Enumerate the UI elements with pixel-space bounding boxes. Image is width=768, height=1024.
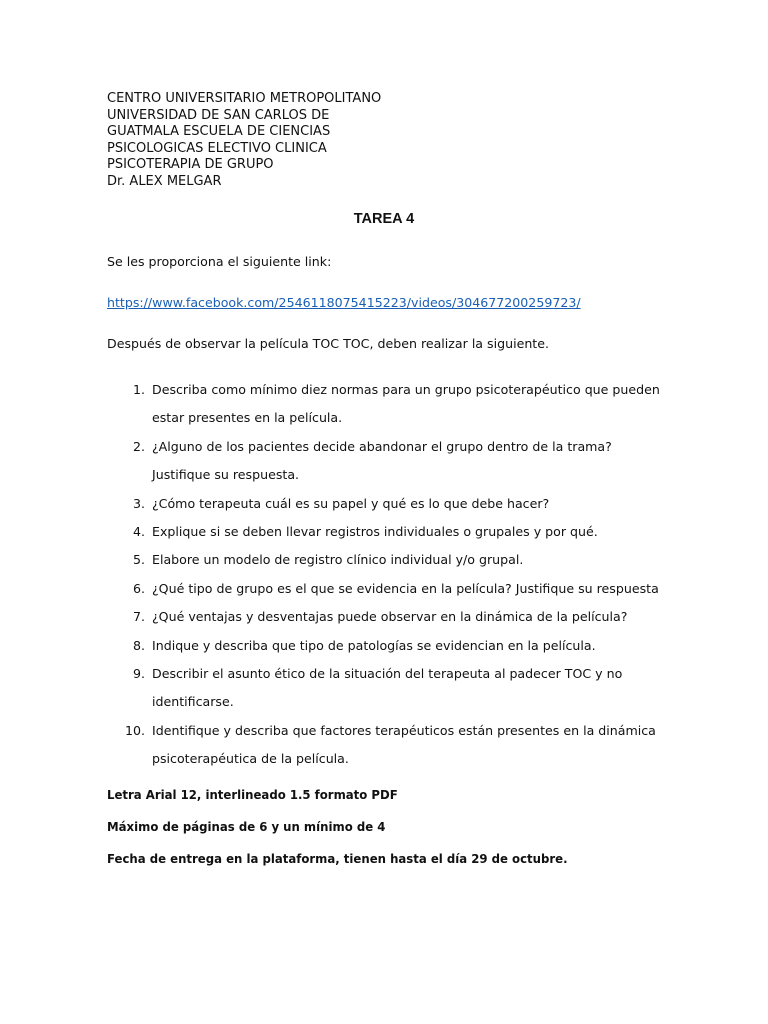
item-text-line: Identifique y describa que factores terapéuticos están presentes en la dinámica xyxy=(152,722,656,738)
list-item xyxy=(107,546,667,574)
item-text-line: identificarse. xyxy=(152,694,234,710)
item-number: 2. xyxy=(132,438,145,454)
header-line: PSICOTERAPIA DE GRUPO xyxy=(107,157,274,173)
item-text-line: psicoterapéutica de la película. xyxy=(152,751,349,767)
item-number: 4. xyxy=(132,524,145,540)
item-text-line: ¿Alguno de los pacientes decide abandonar el grupo dentro de la trama? xyxy=(152,438,612,454)
header-line: UNIVERSIDAD DE SAN CARLOS DE xyxy=(107,107,330,123)
item-number: 9. xyxy=(132,666,145,682)
intro-text: Se les proporciona el siguiente link: xyxy=(107,254,332,269)
list-item xyxy=(107,518,667,546)
item-number: 5. xyxy=(132,552,145,568)
header-line: GUATMALA ESCUELA DE CIENCIAS xyxy=(107,124,331,140)
item-number: 3. xyxy=(132,495,145,511)
format-requirement: Letra Arial 12, interlineado 1.5 formato PDF xyxy=(107,787,398,802)
item-text-line: ¿Qué tipo de grupo es el que se evidencia en la película? Justifique su respuesta xyxy=(152,580,659,596)
institution-header xyxy=(107,91,427,191)
item-text-line: ¿Qué ventajas y desventajas puede observar en la dinámica de la película? xyxy=(152,609,628,625)
item-text-line: Indique y describa que tipo de patologías se evidencian en la película. xyxy=(152,637,596,653)
deadline-text: Fecha de entrega en la plataforma, tienen hasta el día 29 de octubre. xyxy=(107,851,568,866)
list-item xyxy=(107,490,667,518)
item-number: 1. xyxy=(132,382,145,397)
header-line: Dr. ALEX MELGAR xyxy=(107,173,222,189)
item-number: 6. xyxy=(132,580,145,596)
item-text-line: Describa como mínimo diez normas para un grupo psicoterapéutico que pueden xyxy=(152,382,660,397)
list-item xyxy=(107,660,667,717)
item-number: 8. xyxy=(132,637,145,653)
header-line: PSICOLOGICAS ELECTIVO CLINICA xyxy=(107,140,327,156)
item-text-line: Elabore un modelo de registro clínico individual y/o grupal. xyxy=(152,552,524,568)
questions-list xyxy=(107,376,667,774)
list-item xyxy=(107,376,667,433)
header-line: CENTRO UNIVERSITARIO METROPOLITANO xyxy=(107,91,382,106)
item-text-line: ¿Cómo terapeuta cuál es su papel y qué es lo que debe hacer? xyxy=(152,495,550,511)
list-item xyxy=(107,717,667,774)
item-number: 10. xyxy=(124,722,145,738)
video-link[interactable]: https://www.facebook.com/2546118075415223/videos/304677200259723/ xyxy=(107,295,581,310)
item-text-line: Explique si se deben llevar registros individuales o grupales y por qué. xyxy=(152,524,598,540)
instructions-text: Después de observar la película TOC TOC, deben realizar la siguiente. xyxy=(107,336,549,351)
page-requirement: Máximo de páginas de 6 y un mínimo de 4 xyxy=(107,819,386,834)
list-item xyxy=(107,433,667,490)
document-title: TAREA 4 xyxy=(353,211,415,227)
item-text-line: Justifique su respuesta. xyxy=(152,467,300,483)
item-number: 7. xyxy=(132,609,145,625)
item-text-line: estar presentes en la película. xyxy=(152,410,343,426)
list-item xyxy=(107,632,667,660)
list-item xyxy=(107,575,667,603)
item-text-line: Describir el asunto ético de la situación del terapeuta al padecer TOC y no xyxy=(152,666,623,682)
list-item xyxy=(107,603,667,631)
